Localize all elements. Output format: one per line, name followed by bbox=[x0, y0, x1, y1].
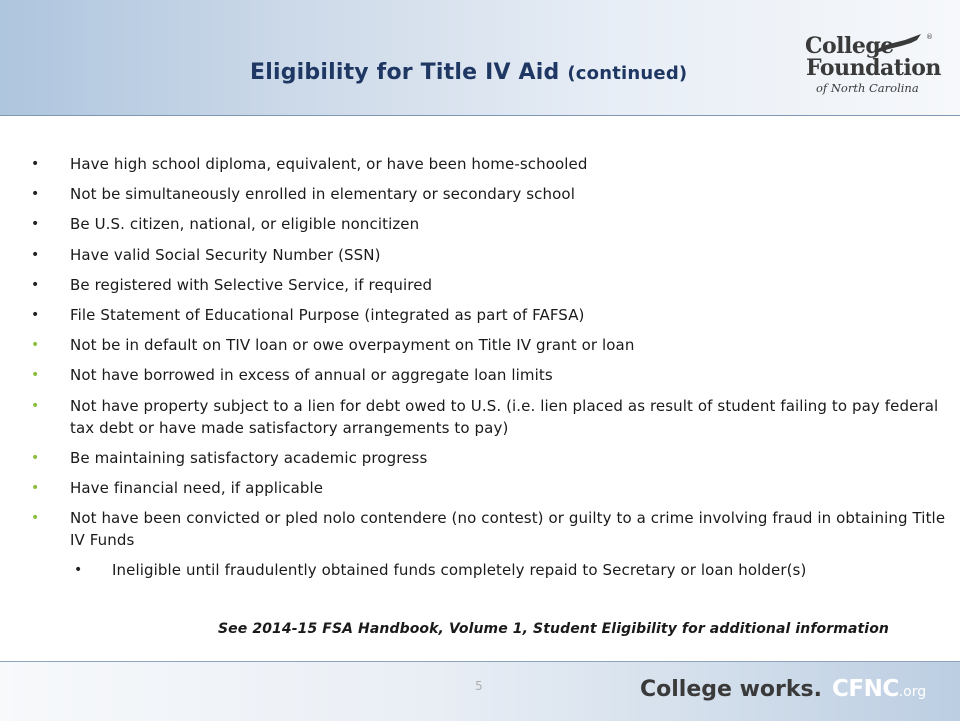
bullet-text: Be U.S. citizen, national, or eligible noncitizen bbox=[70, 215, 420, 234]
bullet-text: Not have been convicted or pled nolo contendere (no contest) or guilty to a crime involving fraud in obtaining Title IV Funds bbox=[70, 509, 946, 550]
slide-footer bbox=[0, 661, 960, 721]
bullet-text: Not be in default on TIV loan or owe overpayment on Title IV grant or loan bbox=[70, 336, 635, 355]
bullet-dot-icon: • bbox=[31, 479, 40, 496]
bullet-item bbox=[30, 364, 950, 386]
bullet-text: Be maintaining satisfactory academic progress bbox=[70, 448, 428, 467]
bullet-dot-icon: • bbox=[74, 562, 83, 579]
page-number: 5 bbox=[475, 679, 483, 693]
bullet-item bbox=[30, 447, 950, 469]
bullet-text: Not be simultaneously enrolled in elementary or secondary school bbox=[70, 185, 575, 204]
bullet-dot-icon: • bbox=[31, 306, 40, 323]
logo-line-2: Foundation bbox=[806, 55, 941, 81]
logo-line-1: College bbox=[805, 33, 894, 59]
bullet-item bbox=[30, 274, 950, 296]
bullet-dot-icon: • bbox=[31, 186, 40, 203]
bullet-text: Have high school diploma, equivalent, or have been home-schooled bbox=[70, 155, 588, 173]
cfnc-wordmark bbox=[832, 676, 926, 702]
handbook-note: See 2014-15 FSA Handbook, Volume 1, Student Eligibility for additional information bbox=[218, 621, 889, 637]
cfnc-logo bbox=[802, 30, 942, 96]
bullet-text: File Statement of Educational Purpose (integrated as part of FAFSA) bbox=[70, 305, 585, 324]
bullet-dot-icon: • bbox=[31, 216, 40, 233]
bullet-text: Have financial need, if applicable bbox=[70, 478, 324, 497]
bullet-item bbox=[30, 213, 950, 235]
bullet-text: Have valid Social Security Number (SSN) bbox=[70, 245, 381, 264]
bullet-item bbox=[30, 304, 950, 326]
cfnc-suffix: .org bbox=[898, 684, 927, 700]
bullet-item bbox=[30, 395, 950, 439]
bullet-text: Not have borrowed in excess of annual or aggregate loan limits bbox=[70, 366, 553, 385]
sub-bullet-item bbox=[30, 559, 950, 581]
title-sub: (continued) bbox=[567, 63, 688, 84]
bullet-item bbox=[30, 507, 950, 551]
slide-title bbox=[250, 60, 687, 85]
cfnc-main: CFNC bbox=[832, 676, 899, 702]
bullet-dot-icon: • bbox=[31, 367, 40, 384]
bullet-dot-icon: • bbox=[31, 449, 40, 466]
logo-line-3: of North Carolina bbox=[816, 81, 919, 95]
title-main: Eligibility for Title IV Aid bbox=[250, 60, 560, 85]
bullet-item bbox=[30, 183, 950, 205]
bullet-dot-icon: • bbox=[31, 156, 40, 172]
bullet-item bbox=[30, 334, 950, 356]
bullet-dot-icon: • bbox=[31, 246, 40, 263]
bullet-text: Ineligible until fraudulently obtained funds completely repaid to Secretary or loan holder(s) bbox=[112, 561, 807, 580]
bullet-dot-icon: • bbox=[31, 397, 40, 414]
registered-mark: ® bbox=[926, 33, 933, 41]
bullet-item bbox=[30, 244, 950, 266]
bullet-dot-icon: • bbox=[31, 276, 40, 293]
bullet-item bbox=[30, 477, 950, 499]
slide-header bbox=[0, 0, 960, 116]
bullet-text: Be registered with Selective Service, if required bbox=[70, 275, 433, 294]
bullet-text: Not have property subject to a lien for debt owed to U.S. (i.e. lien placed as result of student failing to pay federal tax debt or have made satisfactory arrangements to pay) bbox=[70, 396, 939, 437]
bullet-dot-icon: • bbox=[31, 510, 40, 527]
bullet-dot-icon: • bbox=[31, 337, 40, 354]
eligibility-bullet-list bbox=[30, 153, 950, 589]
footer-tagline: College works. bbox=[640, 677, 822, 702]
bullet-item bbox=[30, 153, 950, 175]
